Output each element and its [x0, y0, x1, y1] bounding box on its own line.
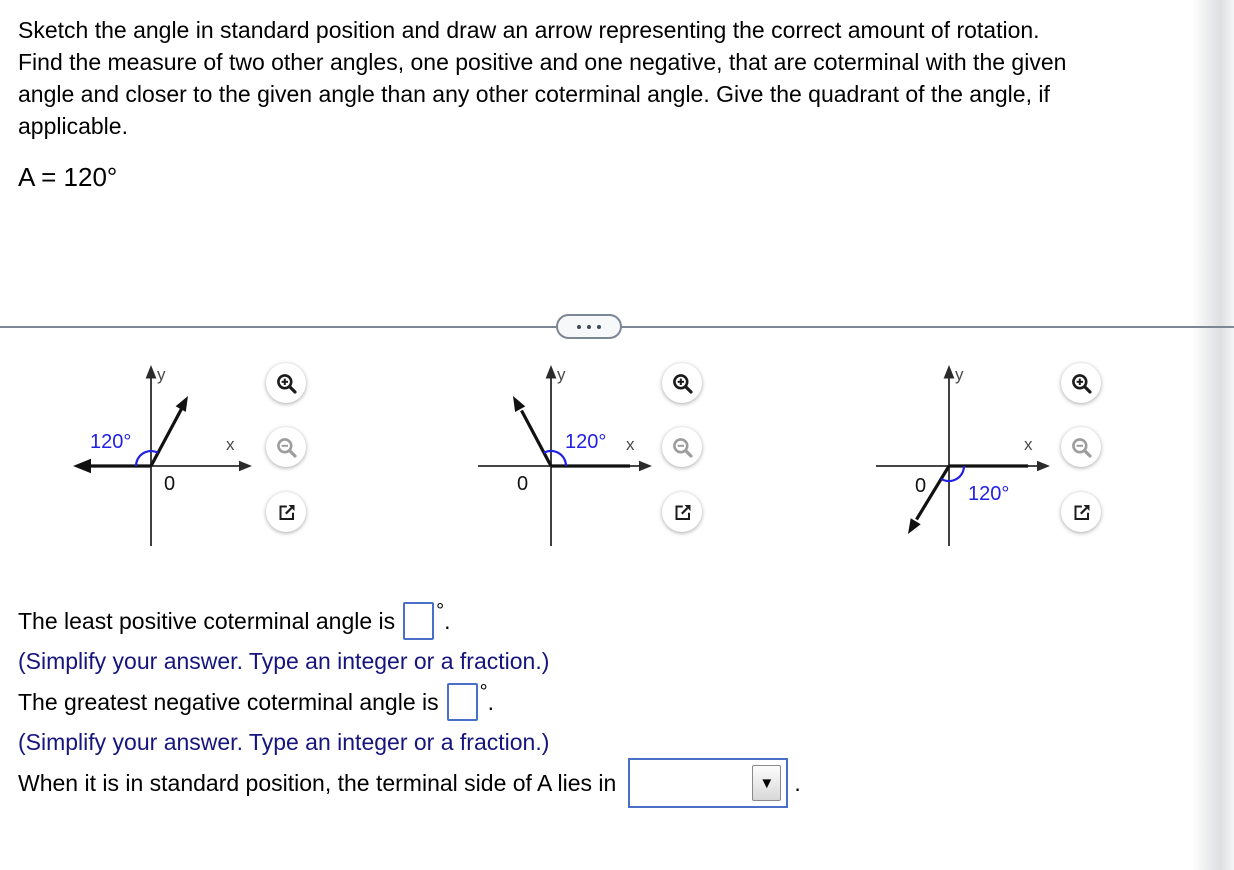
magnifier-plus-icon: [1070, 372, 1092, 394]
x-axis-label: x: [226, 435, 235, 454]
y-axis-label: y: [157, 365, 166, 384]
magnifier-minus-icon: [275, 436, 297, 458]
zoom-in-button[interactable]: [1061, 363, 1101, 403]
open-graph-button[interactable]: [266, 492, 306, 532]
open-graph-button[interactable]: [1061, 492, 1101, 532]
angle-measure-label: 120°: [968, 483, 1010, 505]
open-in-new-icon: [671, 501, 693, 523]
greatest-negative-row: [18, 681, 494, 723]
degree-suffix: °: [479, 680, 488, 703]
open-in-new-icon: [1070, 501, 1092, 523]
open-in-new-icon: [275, 501, 297, 523]
problem-line: Find the measure of two other angles, one positive and one negative, that are coterminal with the given: [18, 49, 1067, 75]
problem-statement: [18, 14, 1213, 142]
quadrant-dropdown[interactable]: [628, 758, 788, 808]
given-angle: A = 120°: [18, 162, 118, 192]
least-positive-label: The least positive coterminal angle is: [18, 607, 396, 634]
magnifier-plus-icon: [671, 372, 693, 394]
y-axis-label: y: [955, 365, 964, 384]
zoom-out-button[interactable]: [1061, 427, 1101, 467]
y-axis-label: y: [557, 365, 566, 384]
sentence-period: .: [487, 688, 495, 715]
axes: [146, 365, 252, 546]
axes: [478, 365, 652, 546]
origin-label: 0: [164, 473, 176, 495]
zoom-out-button[interactable]: [662, 427, 702, 467]
dropdown-arrow-button[interactable]: [752, 765, 781, 801]
quadrant-label: When it is in standard position, the terminal side of A lies in: [18, 769, 617, 796]
least-positive-input[interactable]: [403, 602, 434, 640]
zoom-out-button[interactable]: [266, 427, 306, 467]
simplify-hint: (Simplify your answer. Type an integer or a fraction.): [18, 648, 550, 674]
least-positive-row: [18, 600, 451, 642]
ellipsis-icon: [587, 325, 591, 329]
answer-choice-graph-2[interactable]: [458, 358, 663, 554]
section-expander-button[interactable]: [556, 314, 622, 339]
origin-label: 0: [915, 475, 927, 497]
sentence-period: .: [794, 769, 801, 796]
problem-line: applicable.: [18, 113, 128, 139]
magnifier-plus-icon: [275, 372, 297, 394]
zoom-in-button[interactable]: [266, 363, 306, 403]
terminal-side-ray: [151, 396, 188, 466]
ellipsis-icon: [577, 325, 581, 329]
answer-choice-graph-1[interactable]: [58, 358, 263, 554]
chevron-down-icon: ▼: [759, 774, 775, 792]
origin-label: 0: [517, 473, 529, 495]
magnifier-minus-icon: [1070, 436, 1092, 458]
terminal-side-ray: [513, 396, 551, 466]
quadrant-row: [18, 758, 801, 808]
magnifier-minus-icon: [671, 436, 693, 458]
axes: [876, 365, 1050, 546]
x-axis-label: x: [1024, 435, 1033, 454]
degree-suffix: °: [436, 599, 445, 622]
initial-side-ray: [73, 459, 151, 473]
x-axis-label: x: [626, 435, 635, 454]
greatest-negative-label: The greatest negative coterminal angle is: [18, 688, 439, 715]
open-graph-button[interactable]: [662, 492, 702, 532]
problem-line: angle and closer to the given angle than any other coterminal angle. Give the quadrant of the angle, if: [18, 81, 1050, 107]
zoom-in-button[interactable]: [662, 363, 702, 403]
problem-line: Sketch the angle in standard position and draw an arrow representing the correct amount of rotation.: [18, 17, 1040, 43]
angle-measure-label: 120°: [90, 431, 132, 453]
ellipsis-icon: [597, 325, 601, 329]
greatest-negative-input[interactable]: [447, 683, 478, 721]
sentence-period: .: [444, 607, 451, 634]
answer-choice-graph-3[interactable]: [856, 358, 1061, 554]
simplify-hint: (Simplify your answer. Type an integer or a fraction.): [18, 729, 550, 755]
angle-measure-label: 120°: [565, 431, 607, 453]
